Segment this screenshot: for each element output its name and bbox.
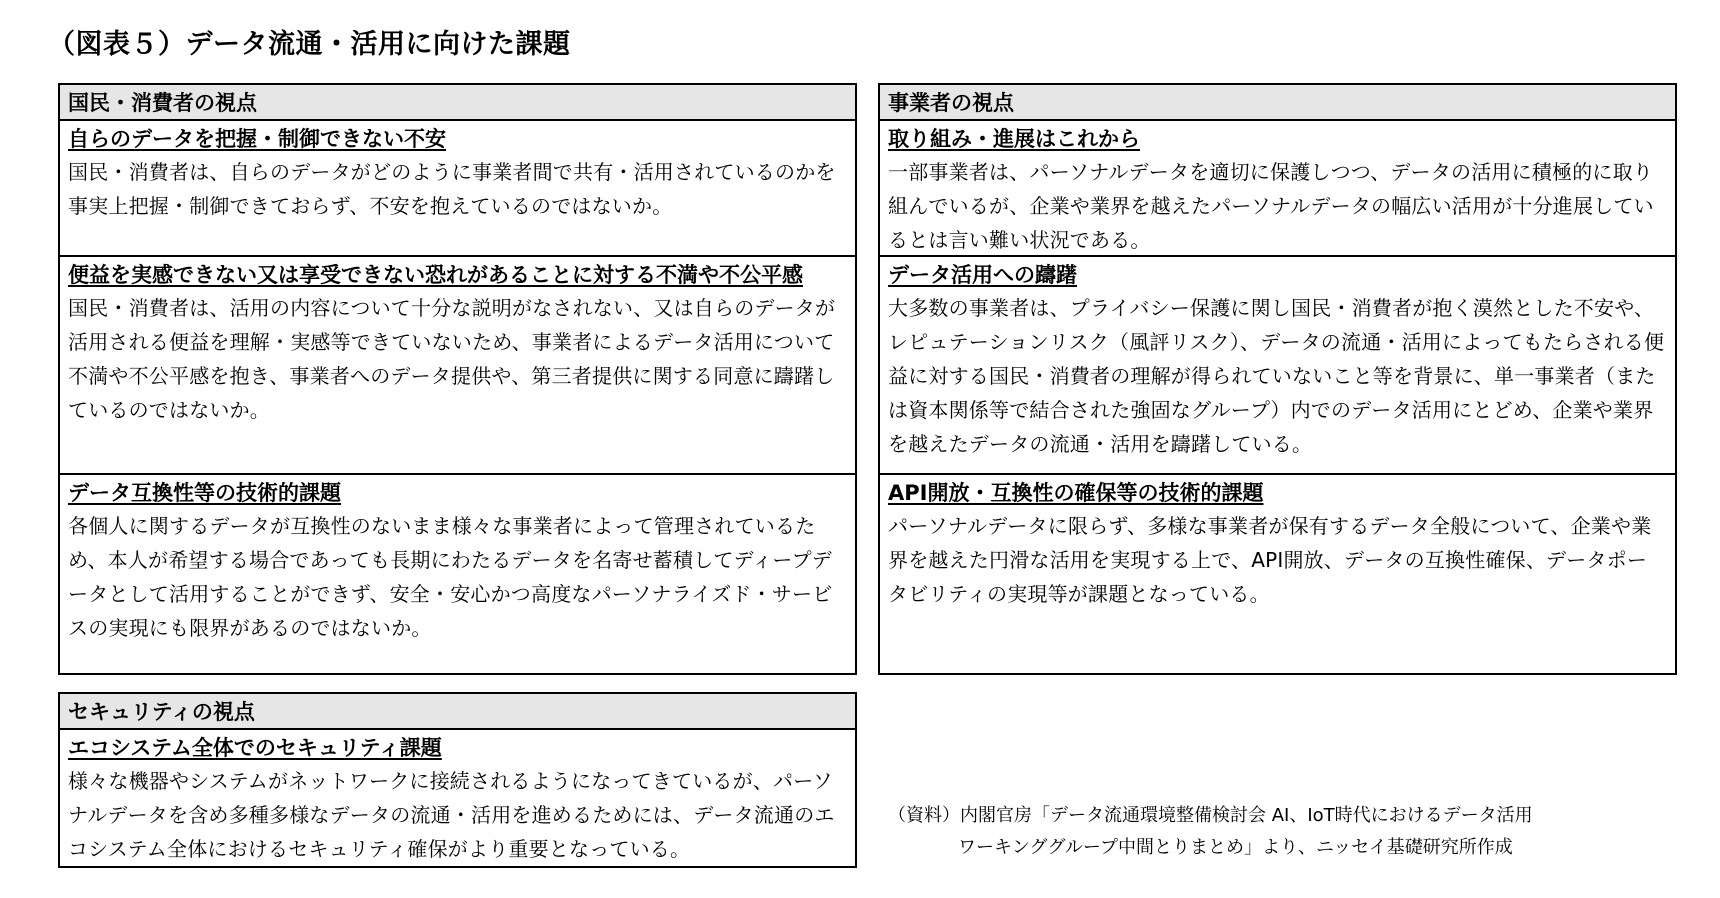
issue-section [60, 730, 855, 866]
source-line: （資料）内閣官房「データ流通環境整備検討会 AI、IoT時代におけるデータ活用 [888, 805, 1533, 826]
issue-section [60, 475, 855, 671]
issue-body: パーソナルデータに限らず、多様な事業者が保有するデータ全般について、企業や業界を越えた円滑な活用を実現する上で、API開放、データの互換性確保、データポータビリティの実現等が課題となっている。 [888, 514, 1652, 606]
consumer-viewpoint-panel [58, 83, 857, 675]
issue-body: 一部事業者は、パーソナルデータを適切に保護しつつ、データの活用に積極的に取り組んでいるが、企業や業界を越えたパーソナルデータの幅広い活用が十分進展しているとは言い難い状況である。 [888, 160, 1654, 252]
security-viewpoint-panel [58, 692, 857, 868]
issue-body: 様々な機器やシステムがネットワークに接続されるようになってきているが、パーソナルデータを含め多種多様なデータの流通・活用を進めるためには、データ流通のエコシステム全体におけるセキュリティ確保がより重要となっている。 [68, 769, 835, 861]
issue-body: 各個人に関するデータが互換性のないまま様々な事業者によって管理されているため、本人が希望する場合であっても長期にわたるデータを名寄せ蓄積してディープデータとして活用することができず、安全・安心かつ高度なパーソナライズド・サービスの実現にも限界があるのではないか。 [68, 514, 833, 640]
issue-section [60, 121, 855, 257]
source-note [888, 800, 1533, 864]
issue-section [880, 475, 1675, 671]
issue-title: データ活用への躊躇 [888, 263, 1077, 287]
issue-title: 便益を実感できない又は享受できない恐れがあることに対する不満や不公平感 [68, 263, 803, 287]
issue-title: 取り組み・進展はこれから [888, 127, 1140, 151]
figure-title: （図表５）データ流通・活用に向けた課題 [48, 29, 571, 60]
panel-header: セキュリティの視点 [60, 694, 855, 730]
panel-header: 事業者の視点 [880, 85, 1675, 121]
issue-title: 自らのデータを把握・制御できない不安 [68, 127, 446, 151]
issue-body: 国民・消費者は、自らのデータがどのように事業者間で共有・活用されているのかを事実上把握・制御できておらず、不安を抱えているのではないか。 [68, 160, 836, 218]
issue-section [880, 257, 1675, 475]
panel-header: 国民・消費者の視点 [60, 85, 855, 121]
source-line: ワーキンググループ中間とりまとめ」より、ニッセイ基礎研究所作成 [958, 837, 1513, 858]
issue-body: 国民・消費者は、活用の内容について十分な説明がなされない、又は自らのデータが活用される便益を理解・実感等できていないため、事業者によるデータ活用について不満や不公平感を抱き、事業者へのデータ提供や、第三者提供に関する同意に躊躇しているのではないか。 [68, 296, 836, 422]
issue-body: 大多数の事業者は、プライバシー保護に関し国民・消費者が抱く漠然とした不安や、レピュテーションリスク（風評リスク）、データの流通・活用によってもたらされる便益に対する国民・消費者の理解が得られていないこと等を背景に、単一事業者（または資本関係等で結合された強固なグループ）内でのデータ活用にとどめ、企業や業界を越えたデータの流通・活用を躊躇している。 [888, 296, 1665, 456]
business-viewpoint-panel [878, 83, 1677, 675]
issue-title: API開放・互換性の確保等の技術的課題 [888, 481, 1264, 505]
issue-title: エコシステム全体でのセキュリティ課題 [68, 736, 442, 760]
issue-title: データ互換性等の技術的課題 [68, 481, 341, 505]
issue-section [880, 121, 1675, 257]
issue-section [60, 257, 855, 475]
